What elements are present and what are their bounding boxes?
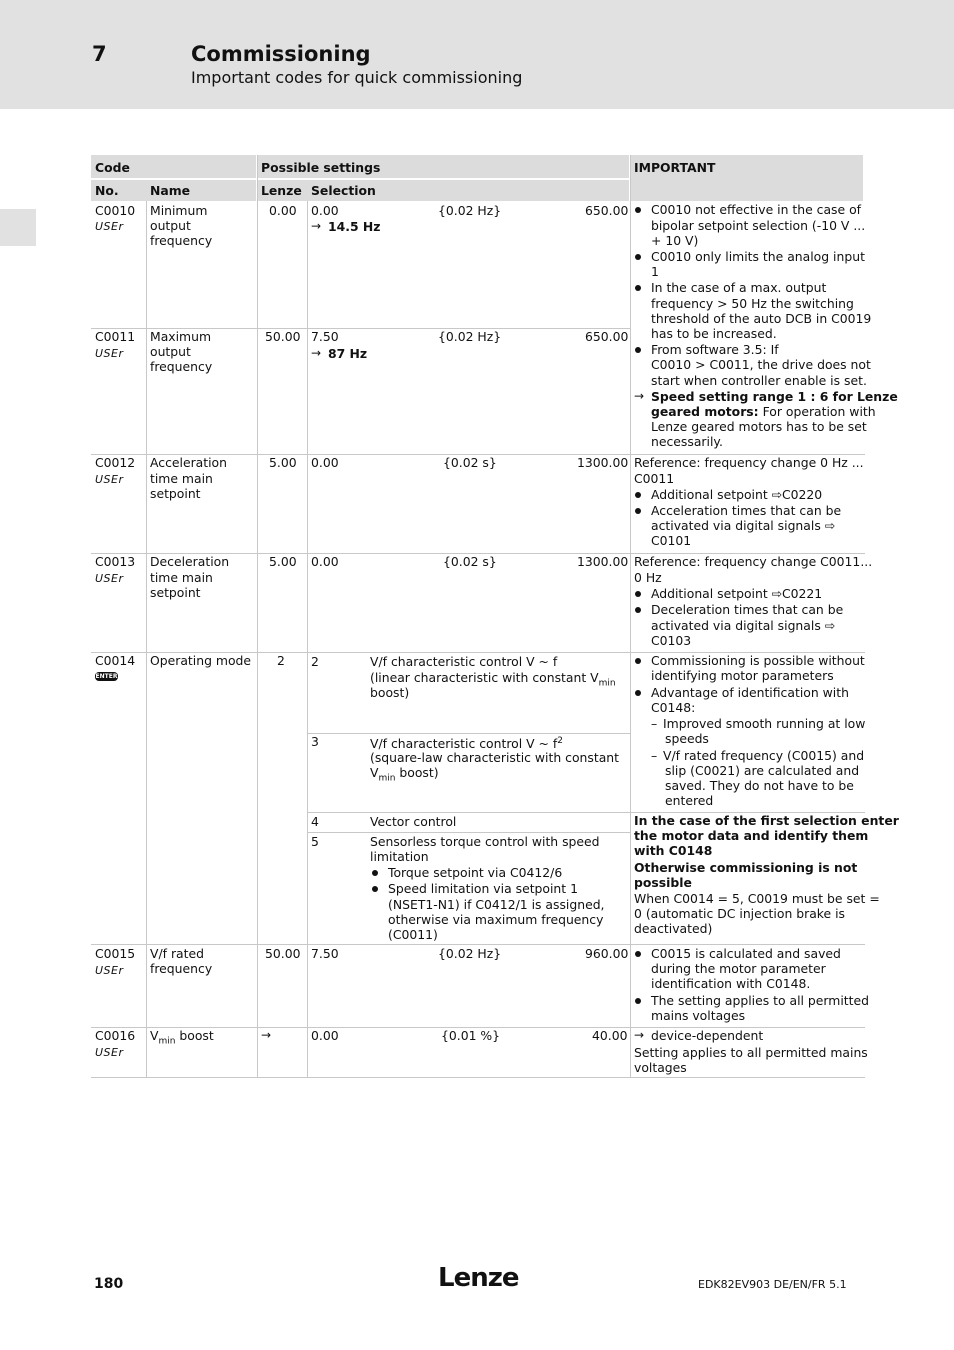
code-name-subscript: min [158,1036,176,1047]
code-number: C0013 [95,554,136,569]
enter-key-icon: ENTER [95,673,118,680]
note-line: When C0014 = 5, C0019 must be set = [634,891,880,906]
header-name: Name [150,183,191,198]
code-number: C0014 [95,653,136,668]
document-id: EDK82EV903 DE/EN/FR 5.1 [698,1278,847,1291]
option-text: boost) [370,685,410,700]
option-text [370,765,439,787]
code-name-line: V/f rated [150,946,204,961]
note-line: threshold of the auto DCB in C0019 [651,311,872,326]
note-line: Additional setpoint ⇨C0220 [651,487,823,502]
code-number: C0016 [95,1028,136,1043]
lenze-default: 50.00 [265,946,301,961]
option-text-part: V/f characteristic control V ~ f [370,736,558,752]
note-line: C0010 only limits the analog input [651,249,865,264]
range-max: 1300.00 [577,554,629,569]
note-line: Additional setpoint ⇨C0221 [651,586,823,601]
header-important: IMPORTANT [634,160,716,175]
option-text: limitation [370,849,429,864]
bullet-icon [635,607,641,613]
chapter-tab-marker [0,209,36,246]
note-line: frequency > 50 Hz the switching [651,296,854,311]
bullet-icon [635,951,641,957]
code-name: Operating mode [150,653,252,668]
note-line: C0011 [634,471,675,486]
range-min: 0.00 [311,1028,339,1043]
note-line: speeds [665,731,709,746]
recommended-value: 87 Hz [328,346,368,361]
arrow-icon: → [311,219,322,233]
bullet-icon [635,658,641,664]
note-line: slip (C0021) are calculated and [665,763,860,778]
note-line-bold: the motor data and identify them [634,828,869,843]
chapter-header [0,0,954,109]
option-text-part: (linear characteristic with constant V [370,670,599,685]
note-line: V/f rated frequency (C0015) and [663,748,865,763]
note-line-bold: possible [634,875,692,890]
note-line: C0015 is calculated and saved [651,946,841,961]
note-line: necessarily. [651,434,723,449]
note-line: C0148: [651,700,696,715]
option-number: 4 [311,814,319,829]
range-step: {0.02 Hz} [438,329,502,344]
header-no: No. [95,183,119,198]
row-line [91,944,865,945]
note-line [651,404,876,420]
code-name-line: frequency [150,961,213,976]
note-line: deactivated) [634,921,713,936]
option-text: (NSET1-N1) if C0412/1 is assigned, [388,897,605,912]
dash-icon: – [651,748,658,763]
recommended-value: 14.5 Hz [328,219,381,234]
option-text: Vector control [370,814,457,829]
page-number: 180 [94,1276,124,1292]
bullet-icon [635,591,641,597]
code-name-line: frequency [150,359,213,374]
code-name-line: frequency [150,233,213,248]
note-line: Reference: frequency change 0 Hz ... [634,455,864,470]
header-possible-settings: Possible settings [261,160,381,175]
code-name-line: setpoint [150,486,201,501]
option-text: Speed limitation via setpoint 1 [388,881,578,896]
column-line [307,201,308,1077]
header-code: Code [95,160,130,175]
range-step: {0.02 s} [443,554,497,569]
code-number: C0012 [95,455,136,470]
option-number: 3 [311,734,319,749]
note-line: identification with C0148. [651,976,811,991]
code-name-line: time main [150,570,213,585]
user-menu-icon: USEr [95,572,124,585]
range-min: 0.00 [311,455,339,470]
note-line-bold: In the case of the first selection enter [634,813,899,828]
option-text: Sensorless torque control with speed [370,834,600,849]
user-menu-icon: USEr [95,473,124,486]
option-text-part: boost) [395,765,439,780]
range-step: {0.02 s} [443,455,497,470]
row-line [91,1077,865,1078]
note-line: mains voltages [651,1008,746,1023]
note-line: activated via digital signals ⇨ [651,518,836,533]
chapter-title: Commissioning [191,42,371,66]
note-line: Commissioning is possible without [651,653,865,668]
code-name-line: Deceleration [150,554,230,569]
note-bold-part: geared motors: [651,404,759,419]
user-menu-icon: USEr [95,964,124,977]
lenze-default: 0.00 [269,203,297,218]
code-number: C0015 [95,946,136,961]
range-min: 7.50 [311,946,339,961]
header-selection: Selection [311,183,376,198]
bullet-icon [635,690,641,696]
option-text: otherwise via maximum frequency [388,912,604,927]
option-text-part: V [370,765,379,780]
range-min: 7.50 [311,329,339,344]
range-step: {0.02 Hz} [438,203,502,218]
note-line: In the case of a max. output [651,280,827,295]
bullet-icon [635,492,641,498]
note-line: saved. They do not have to be [665,778,854,793]
lenze-default: 50.00 [265,329,301,344]
range-step: {0.01 %} [441,1028,501,1043]
lenze-default: 2 [277,653,285,668]
arrow-icon: → [634,389,645,403]
note-line: bipolar setpoint selection (-10 V ... [651,218,866,233]
note-line: C0103 [651,633,692,648]
note-line: 1 [651,264,659,279]
bullet-icon [635,508,641,514]
header-row-divider [91,178,629,180]
chapter-number: 7 [92,42,107,66]
range-max: 650.00 [585,329,629,344]
chapter-subtitle: Important codes for quick commissioning [191,68,523,87]
code-name-line: output [150,344,191,359]
note-rest-part: For operation with [758,404,876,419]
note-line-bold: Otherwise commissioning is not [634,860,858,875]
lenze-default: 5.00 [269,455,297,470]
code-name-line: Maximum [150,329,212,344]
arrow-icon: → [261,1028,272,1042]
row-line [308,832,630,833]
bullet-icon [372,886,378,892]
note-line: Acceleration times that can be [651,503,842,518]
option-text: (C0011) [388,927,438,942]
bullet-icon [635,285,641,291]
option-number: 5 [311,834,319,849]
code-name-line: Minimum [150,203,208,218]
note-line: 0 (automatic DC injection brake is [634,906,845,921]
code-name-part: V [150,1028,159,1043]
range-min: 0.00 [311,203,339,218]
bullet-icon [635,347,641,353]
note-line: The setting applies to all permitted [651,993,869,1008]
note-line: Reference: frequency change C0011... [634,554,873,569]
note-line: Lenze geared motors has to be set [651,419,867,434]
note-line: Improved smooth running at low [663,716,866,731]
lenze-default: 5.00 [269,554,297,569]
option-number: 2 [311,654,319,669]
column-line [630,155,631,1077]
bullet-icon [372,870,378,876]
note-line: entered [665,793,714,808]
note-line: has to be increased. [651,326,777,341]
option-text: V/f characteristic control V ~ f [370,654,558,669]
column-line [257,155,258,1077]
option-subscript: min [378,773,396,784]
option-text: Torque setpoint via C0412/6 [388,865,563,880]
note-line: Deceleration times that can be [651,602,844,617]
note-line: C0010 not effective in the case of [651,202,862,217]
option-subscript: min [598,678,616,689]
header-lenze: Lenze [261,183,302,198]
note-line: device-dependent [651,1028,764,1043]
dash-icon: – [651,716,658,731]
note-line: identifying motor parameters [651,668,834,683]
note-line: + 10 V) [651,233,699,248]
code-number: C0010 [95,203,136,218]
code-name-part: boost [175,1028,214,1043]
code-number: C0011 [95,329,136,344]
bullet-icon [635,254,641,260]
note-line: C0010 > C0011, the drive does not [651,357,871,372]
lenze-logo: Lenze [438,1263,519,1293]
note-line: activated via digital signals ⇨ [651,618,836,633]
code-name-line: setpoint [150,585,201,600]
arrow-icon: → [311,346,322,360]
user-menu-icon: USEr [95,347,124,360]
note-line: during the motor parameter [651,961,826,976]
option-superscript: 2 [557,736,563,746]
bullet-icon [635,998,641,1004]
user-menu-icon: USEr [95,220,124,233]
note-line: Setting applies to all permitted mains [634,1045,868,1060]
note-line: From software 3.5: If [651,342,779,357]
note-line: voltages [634,1060,687,1075]
note-line-bold: with C0148 [634,843,713,858]
code-name [150,1028,214,1050]
range-max: 960.00 [585,946,629,961]
column-line [146,201,147,1077]
range-max: 650.00 [585,203,629,218]
note-line: C0101 [651,533,692,548]
note-line: start when controller enable is set. [651,373,867,388]
range-min: 0.00 [311,554,339,569]
range-step: {0.02 Hz} [438,946,502,961]
note-line: Advantage of identification with [651,685,849,700]
arrow-icon: → [634,1028,645,1042]
code-name-line: Acceleration [150,455,227,470]
code-name-line: time main [150,471,213,486]
range-max: 1300.00 [577,455,629,470]
user-menu-icon: USEr [95,1046,124,1059]
bullet-icon [635,207,641,213]
code-name-line: output [150,218,191,233]
note-line-bold: Speed setting range 1 : 6 for Lenze [651,389,898,404]
range-max: 40.00 [592,1028,628,1043]
option-text: (square-law characteristic with constant [370,750,619,765]
note-line: 0 Hz [634,570,662,585]
